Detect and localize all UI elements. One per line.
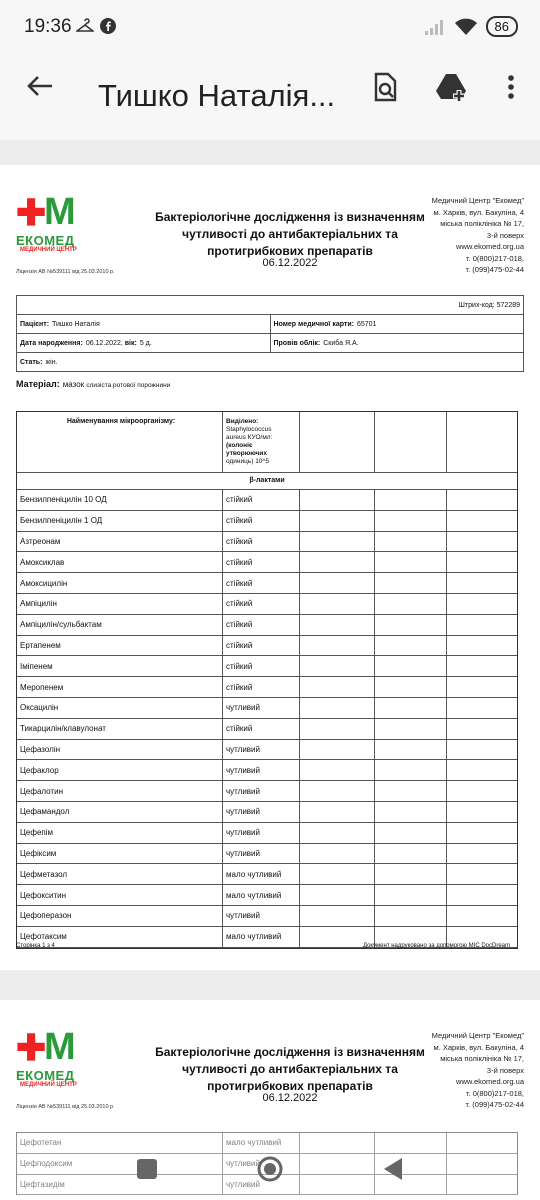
empty-cell (374, 760, 446, 780)
table-row (17, 864, 517, 885)
empty-cell (446, 740, 517, 760)
table-row (17, 760, 517, 781)
table-row (17, 719, 517, 740)
empty-cell (299, 511, 374, 531)
table-row (17, 885, 517, 906)
empty-cell (446, 864, 517, 884)
sensitivity-result: чутливий (222, 1175, 299, 1195)
table-row (17, 532, 517, 553)
empty-cell (446, 532, 517, 552)
search-document-icon[interactable] (368, 70, 402, 104)
table-row (17, 656, 517, 677)
antibiotic-name: Азтреонам (20, 536, 61, 546)
sensitivity-result: мало чутливий (222, 1133, 299, 1153)
back-button-icon[interactable] (376, 1152, 410, 1186)
sensitivity-result: стійкий (222, 636, 299, 656)
patient-info-table: Штрих-код: 572289 Пацієнт: Тишко Наталія Номер медичної карти: 65701 Дата народження: 06.12.2022, вік: 5 д. Провів облік: Скиба Я.А. Стать: жін. (16, 295, 524, 372)
status-bar (0, 0, 540, 58)
material-line: Матеріал: мазок слизіста ротової порожнини (16, 379, 171, 389)
empty-cell (446, 844, 517, 864)
sensitivity-result: мало чутливий (222, 885, 299, 905)
empty-cell (446, 823, 517, 843)
empty-cell (446, 552, 517, 572)
empty-cell (446, 490, 517, 510)
empty-cell (374, 906, 446, 926)
empty-cell (374, 490, 446, 510)
barcode-value: 572289 (496, 301, 520, 309)
sensitivity-result: стійкий (222, 719, 299, 739)
sensitivity-result: стійкий (222, 511, 299, 531)
pdf-page-1[interactable] (0, 165, 540, 970)
empty-cell (446, 719, 517, 739)
table-row (17, 552, 517, 573)
signal-icon (424, 18, 446, 36)
empty-cell (299, 573, 374, 593)
empty-cell (299, 844, 374, 864)
back-arrow-icon[interactable] (24, 70, 56, 102)
antibiotic-name: Ампіцилін (20, 599, 57, 609)
table-row (17, 490, 517, 511)
empty-cell (374, 885, 446, 905)
empty-cell (299, 698, 374, 718)
table-row (17, 844, 517, 865)
empty-cell (299, 532, 374, 552)
antibiotic-name: Цефотетан (20, 1138, 62, 1148)
report-date: 06.12.2022 (262, 257, 318, 269)
empty-cell (446, 615, 517, 635)
antibiotic-name: Меропенем (20, 682, 64, 692)
empty-cell (374, 802, 446, 822)
antibiotic-name: Цефтазидім (20, 1179, 65, 1189)
empty-cell (299, 594, 374, 614)
empty-cell (374, 511, 446, 531)
empty-cell (374, 781, 446, 801)
table-row (17, 802, 517, 823)
home-button-icon[interactable] (253, 1152, 287, 1186)
empty-cell (374, 656, 446, 676)
clinic-contact: Медичний Центр "Екомед" м. Харків, вул. Бакуліна, 4 міська поліклініка № 17, 3-й поверх www.ekomed.org.ua т. 0(800)217-018, т. (099)475-02-44 (431, 1031, 524, 1109)
sensitivity-result: стійкий (222, 656, 299, 676)
empty-cell (374, 823, 446, 843)
empty-cell (446, 573, 517, 593)
sensitivity-result: чутливий (222, 1154, 299, 1174)
empty-cell (374, 636, 446, 656)
printed-by: Документ надруковано за допомогою MIC DocDream (362, 943, 510, 949)
empty-cell (446, 885, 517, 905)
empty-cell (374, 677, 446, 697)
ekomed-logo: ✚ M ЕКОМЕД МЕДИЧНИЙ ЦЕНТР (16, 1026, 77, 1088)
table-row (17, 615, 517, 636)
facebook-icon (100, 18, 116, 34)
table-row (17, 698, 517, 719)
sensitivity-result: стійкий (222, 573, 299, 593)
sensitivity-result: чутливий (222, 802, 299, 822)
antibiotic-name: Цефотаксим (20, 932, 67, 942)
empty-cell (446, 636, 517, 656)
empty-cell (374, 532, 446, 552)
sensitivity-result: чутливий (222, 844, 299, 864)
empty-cell (299, 802, 374, 822)
report-date: 06.12.2022 (262, 1092, 318, 1104)
empty-cell (374, 573, 446, 593)
section-beta-lactams: β-лактами (17, 473, 517, 490)
empty-cell (446, 760, 517, 780)
empty-cell (374, 844, 446, 864)
empty-cell (299, 677, 374, 697)
empty-cell (374, 864, 446, 884)
empty-cell (446, 802, 517, 822)
status-time: 19:36 (24, 16, 72, 37)
sensitivity-result: чутливий (222, 823, 299, 843)
cross-icon: ✚ (16, 192, 47, 233)
cross-icon: ✚ (16, 1027, 47, 1068)
empty-cell (299, 740, 374, 760)
table-row (17, 740, 517, 761)
sensitivity-result: стійкий (222, 594, 299, 614)
sensitivity-result: чутливий (222, 781, 299, 801)
empty-cell (299, 823, 374, 843)
empty-cell (299, 490, 374, 510)
table-row (17, 573, 517, 594)
more-options-icon[interactable] (494, 70, 528, 104)
empty-cell (299, 552, 374, 572)
antibiotic-name: Бензилпеніцилін 10 ОД (20, 495, 107, 505)
sensitivity-result: чутливий (222, 906, 299, 926)
table-row (17, 677, 517, 698)
document-title: Тишко Наталія... (98, 78, 336, 113)
recents-button-icon[interactable] (130, 1152, 164, 1186)
sensitivity-table (16, 411, 518, 949)
antibiotic-name: Цефаклор (20, 765, 59, 775)
antibiotic-name: Тикарцилін/клавулонат (20, 724, 106, 734)
hanger-icon (76, 18, 94, 34)
table-row (17, 636, 517, 657)
empty-cell (446, 677, 517, 697)
empty-cell (446, 698, 517, 718)
antibiotic-name: Ампіцилін/сульбактам (20, 620, 102, 630)
antibiotic-name: Цефалотин (20, 786, 63, 796)
report-title: Бактеріологічне дослідження із визначенням чутливості до антибактеріальних та протигрибкових препаратів (155, 1045, 425, 1093)
report-title: Бактеріологічне дослідження із визначенням чутливості до антибактеріальних та протигрибкових препаратів (155, 210, 425, 258)
table-row (17, 511, 517, 532)
empty-cell (446, 656, 517, 676)
navigation-bar (0, 1140, 540, 1200)
antibiotic-name: Цефамандол (20, 807, 70, 817)
antibiotic-name: Бензилпеніцилін 1 ОД (20, 516, 103, 526)
wifi-icon (454, 18, 478, 36)
sensitivity-result: стійкий (222, 552, 299, 572)
license-text: Ліцензія АВ №539111 від 25.03.2010 р. (16, 269, 115, 275)
empty-cell (446, 594, 517, 614)
sensitivity-result: мало чутливий (222, 864, 299, 884)
antibiotic-name: Цефіксим (20, 848, 57, 858)
empty-cell (374, 698, 446, 718)
antibiotic-name: Ертапенем (20, 640, 61, 650)
antibiotic-name: Цефазолін (20, 744, 61, 754)
antibiotic-name: Амоксиклав (20, 557, 65, 567)
empty-cell (299, 656, 374, 676)
antibiotic-name: Цефподоксим (20, 1159, 73, 1169)
sensitivity-result: мало чутливий (222, 927, 299, 947)
antibiotic-name: Цефепім (20, 828, 54, 838)
empty-cell (446, 906, 517, 926)
antibiotic-name: Оксацилін (20, 703, 59, 713)
clinic-contact: Медичний Центр "Екомед" м. Харків, вул. Бакуліна, 4 міська поліклініка № 17, 3-й поверх www.ekomed.org.ua т. 0(800)217-018, т. (099)475-02-44 (431, 196, 524, 274)
app-bar (0, 58, 540, 140)
empty-cell (299, 719, 374, 739)
empty-cell (299, 760, 374, 780)
antibiotic-name: Іміпенем (20, 661, 53, 671)
empty-cell (374, 719, 446, 739)
ekomed-logo: ✚ M ЕКОМЕД МЕДИЧНИЙ ЦЕНТР (16, 191, 77, 253)
antibiotic-name: Цефметазол (20, 869, 68, 879)
empty-cell (374, 615, 446, 635)
empty-cell (446, 511, 517, 531)
table-row (17, 906, 517, 927)
empty-cell (299, 906, 374, 926)
antibiotic-name: Цефокситин (20, 890, 67, 900)
sensitivity-result: чутливий (222, 760, 299, 780)
empty-cell (374, 740, 446, 760)
license-text: Ліцензія АВ №539111 від 25.03.2010 р. (16, 1104, 115, 1110)
empty-cell (446, 781, 517, 801)
table-row (17, 823, 517, 844)
drive-add-icon[interactable] (434, 70, 468, 104)
sensitivity-result: стійкий (222, 490, 299, 510)
empty-cell (299, 864, 374, 884)
table-row (17, 781, 517, 802)
sensitivity-result: стійкий (222, 532, 299, 552)
empty-cell (374, 552, 446, 572)
sensitivity-result: чутливий (222, 698, 299, 718)
empty-cell (374, 594, 446, 614)
antibiotic-name: Цефоперазон (20, 911, 72, 921)
battery-indicator: 86 (486, 16, 518, 37)
sensitivity-result: чутливий (222, 740, 299, 760)
antibiotic-name: Амоксицилін (20, 578, 68, 588)
empty-cell (299, 781, 374, 801)
table-row (17, 594, 517, 615)
empty-cell (299, 885, 374, 905)
empty-cell (299, 615, 374, 635)
sensitivity-result: стійкий (222, 615, 299, 635)
table-header: Найменування мікроорганізму: Виділено: Staphylococcus aureus КУО/мл: (колоніє утворюючих одиниць) 10^5 (17, 412, 517, 473)
sensitivity-result: стійкий (222, 677, 299, 697)
page-number: Сторінка 1 з 4 (16, 943, 55, 949)
empty-cell (299, 636, 374, 656)
